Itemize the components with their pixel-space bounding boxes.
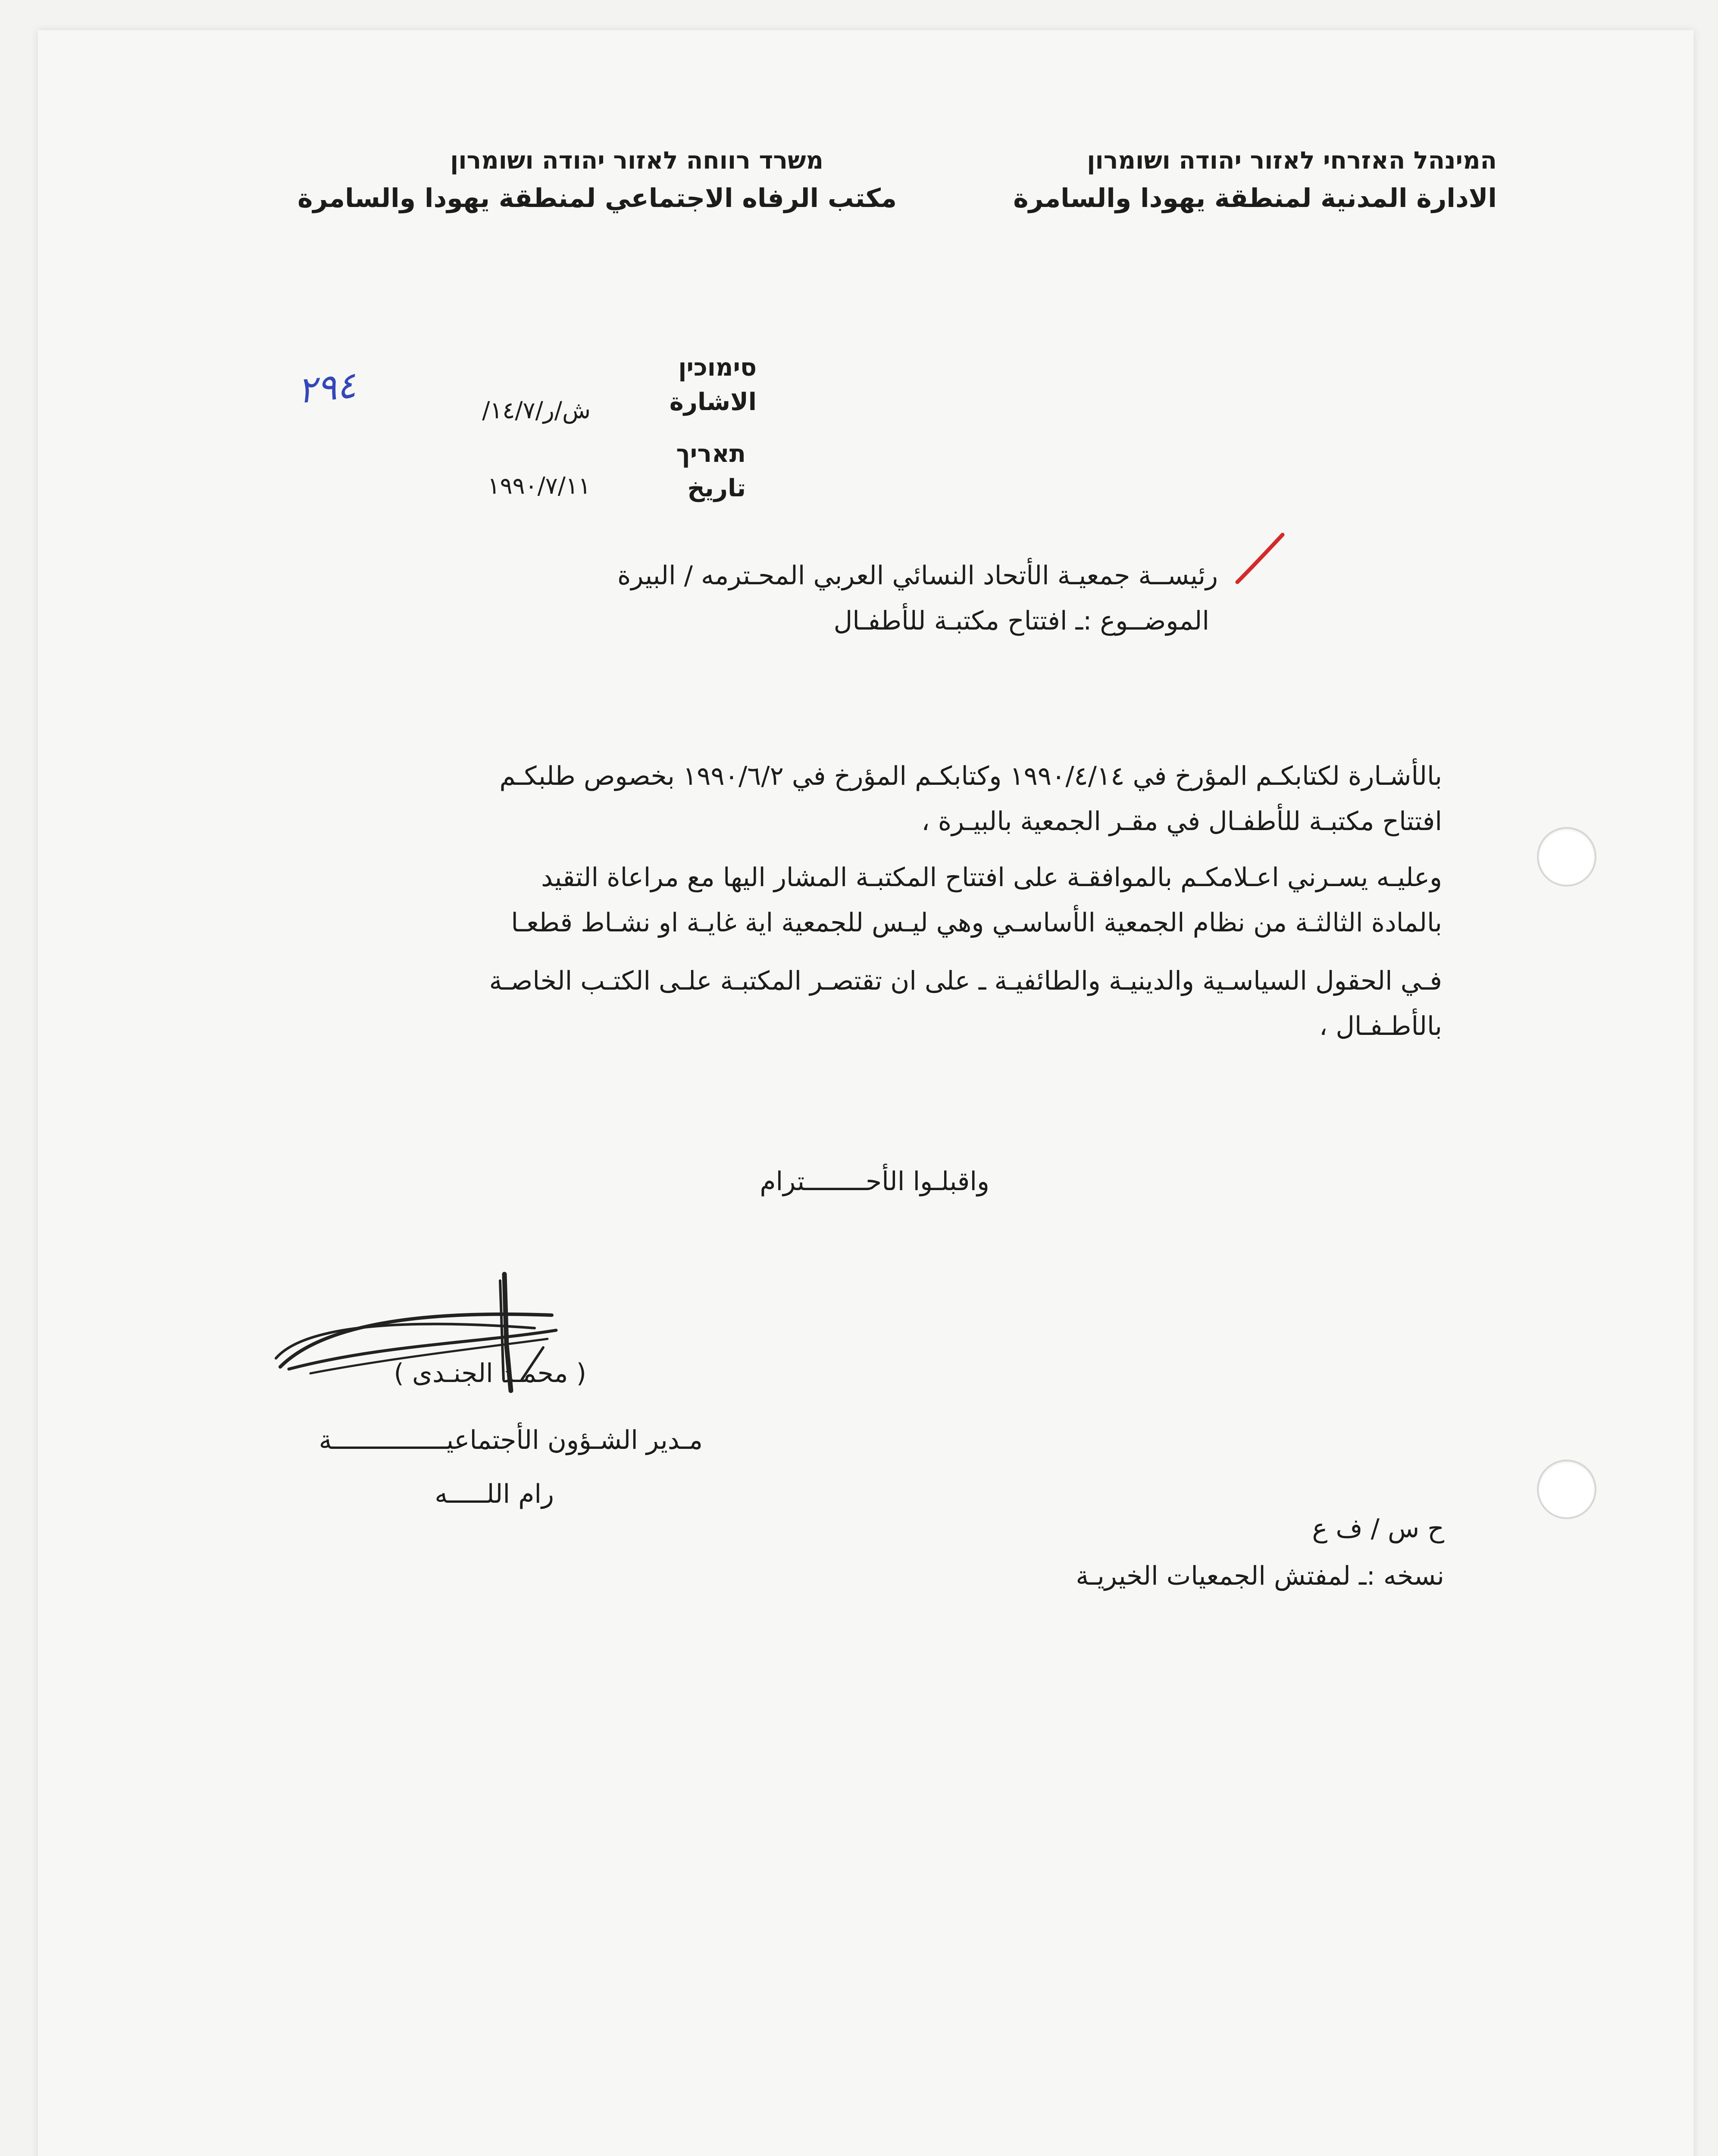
body-line-5: فـي الحقول السياسـية والدينيـة والطائفيـة ـ على ان تقتصـر المكتبـة علـى الكتـب الخاصـة bbox=[489, 966, 1442, 996]
addressee-line: رئيســة جمعيـة الأتحاد النسائي العربي المحـترمه / البيرة bbox=[617, 561, 1218, 591]
date-value: ١٩٩٠/٧/١١ bbox=[487, 472, 591, 499]
signatory-location: رام اللـــــه bbox=[435, 1479, 554, 1509]
closing-line: واقبلـوا الأحــــــــترام bbox=[760, 1166, 989, 1197]
ref-label-arabic: الاشارة bbox=[669, 388, 757, 416]
header-right-arabic: الادارة المدنية لمنطقة يهودا والسامرة bbox=[1013, 183, 1497, 213]
copy-line: نسخه :ـ لمفتش الجمعيات الخيريـة bbox=[1076, 1561, 1444, 1591]
body-line-1: بالأشـارة لكتابكـم المؤرخ في ١٩٩٠/٤/١٤ وكتابكـم المؤرخ في ١٩٩٠/٦/٢ بخصوص طلبكـم bbox=[499, 761, 1442, 791]
date-label-arabic: تاريخ bbox=[687, 474, 746, 502]
signatory-title: مـدير الشـؤون الأجتماعيـــــــــــــــة bbox=[319, 1425, 703, 1455]
signatory-name: ( محمـد الجنـدى ) bbox=[394, 1358, 586, 1388]
ref-label-hebrew: סימוכין bbox=[678, 354, 757, 382]
header-right-hebrew: המינהל האזרחי לאזור יהודה ושומרון bbox=[1087, 147, 1497, 175]
red-check-mark bbox=[1237, 535, 1283, 582]
body-line-6: بالأطـفـال ، bbox=[1319, 1011, 1442, 1041]
body-line-2: افتتاح مكتبـة للأطفـال في مقـر الجمعية بالبيـرة ، bbox=[921, 806, 1442, 837]
handwritten-reference-number: ٢٩٤ bbox=[295, 364, 358, 412]
footer-initials: ح س / ف ع bbox=[1312, 1514, 1444, 1544]
ref-value: ش/ر/١٤/٧/ bbox=[482, 397, 591, 424]
body-line-3: وعليـه يسـرني اعـلامكـم بالموافقـة على افتتاح المكتبـة المشار اليها مع مراعاة التقيد bbox=[541, 862, 1442, 893]
header-left-hebrew: משרד רווחה לאזור יהודה ושומרון bbox=[450, 147, 823, 175]
header-left-arabic: مكتب الرفاه الاجتماعي لمنطقة يهودا والسامرة bbox=[297, 183, 897, 213]
body-line-4: بالمادة الثالثـة من نظام الجمعية الأساسـي وهي ليـس للجمعية اية غايـة او نشـاط قطعـا bbox=[511, 908, 1442, 938]
subject-line: الموضــوع :ـ افتتاح مكتبـة للأطفـال bbox=[833, 606, 1209, 636]
signature-scribble bbox=[276, 1274, 556, 1391]
date-label-hebrew: תאריך bbox=[676, 440, 746, 468]
